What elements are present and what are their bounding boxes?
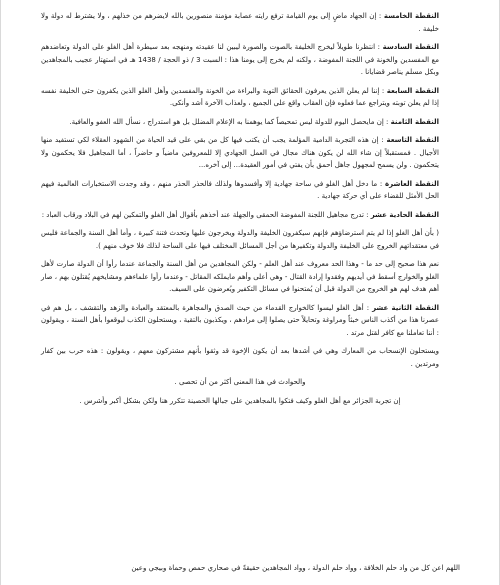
paragraph	[41, 134, 439, 172]
paragraph-heading: النقطة الخامسة	[383, 12, 439, 20]
paragraph-heading: النقطة الثانية عشر	[372, 303, 439, 312]
paragraph-text: : أهل الغلو ليسوا كالخوارج القدماء من حيث الصدق والمجاهرة بالمعتقد والعبادة والزهد والتقشف ، بل هم في عصرنا هذا من أكذب الناس خبثاً ومراوغة وتحايلاً حتى يصلوا إلى مرادهم ، ويكذبون بالتقية ، ويستحلون الكذب ليوقعوا بأهل السنة ، ويقولون : أننا تعاملنا مع كافر لقتل مرتد .	[41, 303, 439, 337]
paragraph	[41, 85, 439, 110]
paragraph-text: : إن مايحصل اليوم للدولة ليس تمحيصاً كما يوهمنا به الإعلام المضلل بل هو استدراج ، نسأل الله العفو والعافية.	[69, 117, 391, 126]
paragraph	[41, 258, 439, 296]
paragraph-heading: النقطة السادسة	[382, 43, 439, 51]
paragraph-text: نعم هذا صحيح إلى حد ما - وهذا الحد معروف عند أهل العلم - ولكن المجاهدين من أهل السنة والجماعة عندما رأوا أن الدولة صارت لأهل الغلو والخوارج أسقط في أيديهم وفقدوا إرادة القتال - وهي أعلى وأهم مايملكه المقاتل - وعندما رأوا علماءهم ومشايخهم يُقتلون بهم ، صار أهم هدف لهم هو الخروج من الدولة قبل أن يُمتحنوا في مسائل التكفير ويُعرضون على السيف.	[41, 260, 439, 293]
paragraph-heading: النقطة الحادية عشر	[370, 210, 439, 219]
paragraph-heading: النقطة التاسعة	[386, 136, 439, 144]
paragraph-text: : إن هذه التجربة الدامية المؤلمة يجب أن يكتب فيها كل من بقي على قيد الحياة من الشهود العقلاء لكي تستفيد منها الأجيال . فمستقبلاً إن شاء الله لن يكون هناك مجال في العمل الجهادي إلا للمعروفين ماضياً و حاضراً ، أما المجاهيل فلا يحكمون ولا يتحكمون . ولن يسمح لمجهول جاهل أحمق بأن يفتي في أمور العقيدة... إلى آخره...	[41, 136, 439, 169]
paragraph-text: : إننا لم يعلن الذين يعرفون الحقائق التوبة والبراءة من الخونة والمفسدين وأهل الغلو الذين يكفرون حتى الخليفة نفسه إذا لم يعلن توبته ويتراجع عما فعلوه فإن العقاب واقع على الجميع ، ولعذاب الآخرة أشد وأنكى.	[41, 86, 439, 107]
paragraph-text: : ما دخل أهل الغلو في ساحة جهادية إلا وأفسدوها ولذلك فالحذر الحذر منهم ، وقد وجدت الاستخبارات العالمية فيهم الحل الأمثل للقضاء على أي حركة جهادية .	[41, 179, 439, 200]
paragraph	[41, 116, 439, 129]
centered-line: والحوادث في هذا المعنى أكثر من أن تحصى .	[174, 378, 306, 386]
paragraph-text: : انتظرنا طويلاً ليخرج الخليفة بالصوت والصورة ليبين لنا عقيدته ومنهجه بعد سيطرة أهل الغلو على الدولة وتعاضدهم مع المفسدين والخونة في اللجنة المفوضة ، ولكنه لم يخرج إلى يومنا هذا : السبت 3 / ذو الحجة / 1438 هـ في استهتار عجيب بالمجاهدين وبكل مسلم يناصر قضايانا .	[41, 43, 439, 76]
paragraph	[41, 41, 439, 79]
paragraph-heading: النقطة العاشرة	[385, 179, 439, 188]
paragraph-text: : تدرج مجاهيل اللجنة المفوضة الحمقى والجهلة عند أخذهم بأقوال أهل الغلو والتمكين لهم في البلاد ورقاب العباد :	[41, 210, 371, 219]
document-body	[41, 10, 439, 370]
closing-line: اللهم اعن كل من واد حلم الخلافة ، وواد حلم الدولة ، وواد المجاهدين حقيقةً في صحاري حمص وحماة وبيجي وعين	[131, 564, 460, 572]
paragraph-text: : إن الجهاد ماضٍ إلى يوم القيامة ترفع رايته عصابة مؤمنة منصورين بالله لايضرهم من خذلهم ، ولا يشترط له دولة ولا خليفة .	[41, 12, 439, 33]
paragraph-heading: النقطة الثامنة	[390, 117, 439, 126]
document-centered-lines	[41, 376, 439, 407]
paragraph	[41, 345, 439, 370]
paragraph-heading: النقطة السابعة	[386, 86, 440, 95]
paragraph	[41, 302, 439, 340]
paragraph	[41, 209, 439, 222]
paragraph	[41, 178, 439, 203]
paragraph-text: ويستحلون الإنسحاب من المعارك وهي في أشدها بعد أن يكون الإخوة قد وثقوا بأنهم مشتركون معهم ، ويقولون : هذه حرب بين كفار ومرتدين .	[41, 347, 439, 368]
centered-line: إن تجربة الجزائر مع أهل الغلو وكيف فتكوا بالمجاهدين على جبالها الحصينة تتكرر هنا ولكن بشكل أكبر وأشرس .	[79, 396, 401, 405]
paragraph-text: ( بأن أهل الغلو إذا لم يتم استرضاؤهم فإنهم سيكفرون الخليفة والدولة ويخرجون عليها وتحدث فتنة كبيرة ، وأما أهل السنة والجماعة فليس في معتقداتهم الخروج على الخليفة والدولة وتكفيرها من أجل المسائل المختلف فيها على الساحة لذلك فلا خوف منهم ).	[41, 229, 439, 250]
paragraph	[41, 227, 439, 252]
paragraph	[41, 10, 439, 35]
